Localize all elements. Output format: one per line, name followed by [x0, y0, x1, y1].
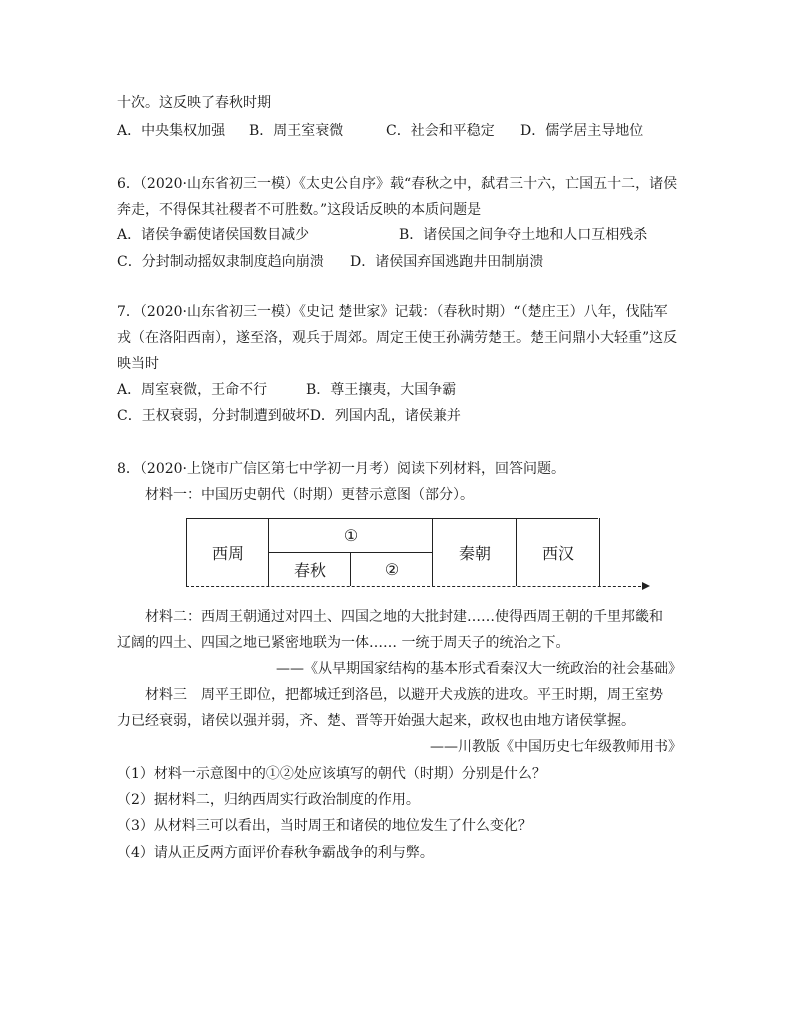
- timeline-cell-1: ①: [268, 518, 433, 553]
- q8-subquestion-2: （2）据材料二，归纳西周实行政治制度的作用。: [117, 792, 420, 808]
- q6-option-d: D．诸侯国弃国逃跑井田制崩溃: [350, 254, 544, 270]
- q8-material2-line2: 辽阔的四土、四国之地已紧密地联为一体…… 一统于周天子的统治之下。: [117, 635, 570, 651]
- q8-material2-source: ——《从早期国家结构的基本形式看秦汉大一统政治的社会基础》: [276, 661, 682, 677]
- timeline-cell-chunqiu: 春秋: [268, 553, 351, 586]
- q7-option-a: A．周室衰微，王命不行: [117, 382, 268, 398]
- q5-option-c: C．社会和平稳定: [386, 123, 495, 139]
- q8-subquestion-3: （3）从材料三可以看出，当时周王和诸侯的地位发生了什么变化？: [117, 818, 532, 834]
- timeline-cell-2: ②: [350, 553, 433, 586]
- q8-material3-line2: 力已经衰弱，诸侯以强并弱，齐、楚、晋等开始强大起来，政权也由地方诸侯掌握。: [117, 713, 635, 729]
- timeline-cell-xihan: 西汉: [516, 518, 600, 586]
- q6-option-b: B．诸侯国之间争夺土地和人口互相残杀: [399, 227, 648, 243]
- q7-stem-line3: 映当时: [117, 356, 159, 372]
- q6-stem-line1: 6．（2020·山东省初三一模）《太史公自序》载“春秋之中，弑君三十六，亡国五十二，诸侯: [117, 176, 678, 192]
- q6-stem-line2: 奔走，不得保其社稷者不可胜数。”这段话反映的本质问题是: [117, 202, 482, 218]
- timeline-arrow-head-icon: [642, 582, 650, 590]
- q7-stem-line1: 7．（2020·山东省初三一模）《史记 楚世家》记载：（春秋时期）“（楚庄王）八年，伐陆军: [117, 304, 668, 320]
- timeline-cell-qin: 秦朝: [432, 518, 517, 586]
- q8-material3-source: ——川教版《中国历史七年级教师用书》: [430, 739, 682, 755]
- q8-material3-line1: 材料三 周平王即位，把都城迁到洛邑，以避开犬戎族的进攻。平王时期，周王室势: [145, 687, 663, 703]
- q8-stem: 8．（2020·上饶市广信区第七中学初一月考）阅读下列材料，回答问题。: [117, 461, 565, 477]
- q8-subquestion-4: （4）请从正反两方面评价春秋争霸战争的利与弊。: [117, 845, 434, 861]
- q6-option-c: C．分封制动摇奴隶制度趋向崩溃: [117, 254, 324, 270]
- q7-stem-line2: 戎（在洛阳西南），遂至洛，观兵于周郊。周定王使王孙满劳楚王。楚王问鼎小大轻重”这反: [117, 330, 678, 346]
- timeline-arrow-line: [186, 586, 646, 587]
- q5-option-b: B．周王室衰微: [249, 123, 344, 139]
- q7-option-b: B．尊王攘夷，大国争霸: [306, 382, 457, 398]
- q5-stem-end: 十次。这反映了春秋时期: [117, 95, 271, 111]
- timeline-cell-xizhou: 西周: [186, 518, 269, 586]
- q5-option-d: D．儒学居主导地位: [520, 123, 644, 139]
- q8-material2-line1: 材料二：西周王朝通过对四土、四国之地的大批封建……使得西周王朝的千里邦畿和: [145, 609, 663, 625]
- q7-option-cd: C．王权衰弱，分封制遭到破坏D．列国内乱，诸侯兼并: [117, 408, 461, 424]
- q5-option-a: A．中央集权加强: [117, 123, 226, 139]
- q8-subquestion-1: （1）材料一示意图中的①②处应该填写的朝代（时期）分别是什么？: [117, 766, 546, 782]
- dynasty-timeline-diagram: [186, 518, 654, 590]
- q6-option-a: A．诸侯争霸使诸侯国数目减少: [117, 227, 310, 243]
- q8-material1-label: 材料一：中国历史朝代（时期）更替示意图（部分）。: [145, 487, 474, 503]
